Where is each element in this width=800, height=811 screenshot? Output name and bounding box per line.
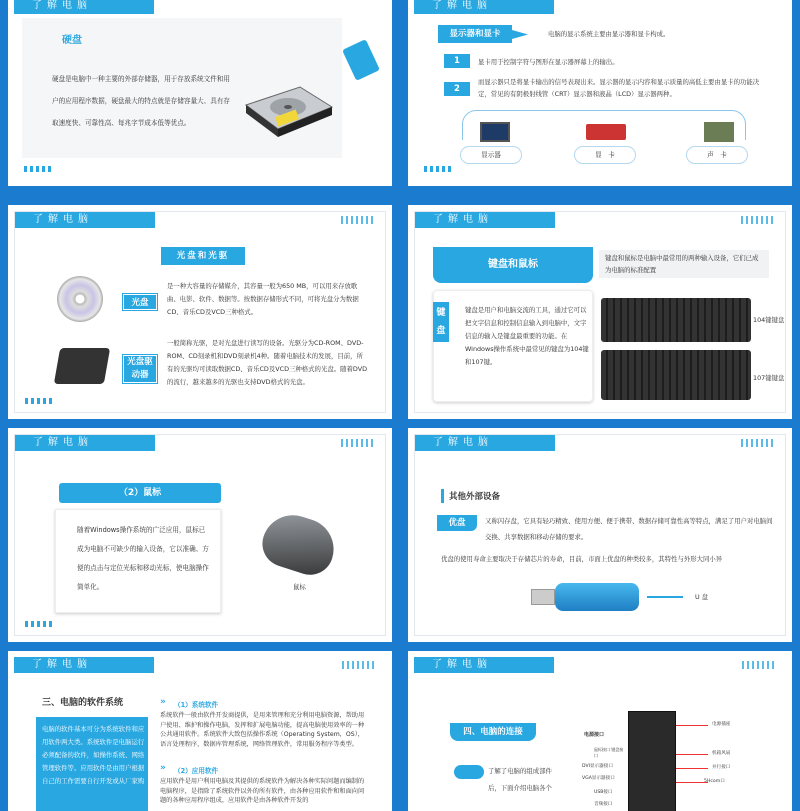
chevron-decoration [25,398,55,404]
slide-header: 了解电脑 [15,435,155,451]
mouse-text: 随着Windows操作系统的广泛应用，鼠标已成为电脑不可缺少的输入设备，它以准确、方便的点击与定位光标和移动光标，使电脑操作简单化。 [77,526,209,591]
udisk-text: 又称闪存盘，它具有轻巧精致、使用方便、便于携带、数据存储可靠性高等特点，满足了用户对电脑间交换、共享数据和移动存储的要求。 [485,517,773,541]
system-software-heading: （1）系统软件 [174,701,219,709]
pc-back-panel-image [628,711,676,811]
slide-header: 了解电脑 [15,212,155,228]
slide-mouse [8,428,392,642]
slide-other-devices [408,428,792,642]
point-1-text: 显卡用于控制字符与图形在显示器屏幕上的输出。 [478,58,619,66]
keyboard-text: 键盘是用户和电脑交流的工具，通过它可以把文字信息和控制信息输入到电脑中，文字信息的输入是键盘最重要的功能。在Windows操作系统中最常见的键盘为104键和107键。 [465,306,589,366]
keyboard-intro: 键盘和鼠标是电脑中最常用的两种输入设备，它们已成为电脑的标准配置 [599,250,769,278]
connector-line [676,754,708,755]
point-2-text: 而显示器只是将显卡输出的信号表现出来。显示器的显示内容和显示质量的高低主要由显卡的功能决定，常见的有阴极射线管（CRT）显示器和液晶（LCD）显示器两种。 [478,78,760,98]
port-label-audio: 音频接口 [594,802,613,807]
keyboard-107-label: 107键键盘 [753,374,785,382]
display-intro: 电脑的显示系统主要由显示器和显卡构成。 [548,30,670,38]
keyboard-107-image [601,350,751,400]
hard-disk-text: 硬盘是电脑中一种主要的外部存储器，用于存放系统文件和用户的应用程序数据，硬盘最大的特点就是存储容量大、具有存取速度快、可靠性高、每兆字节成本低等优点。 [52,75,231,127]
slide-keyboard [408,205,792,419]
slide-header: 了解电脑 [14,657,154,673]
chevron-decoration [424,166,454,172]
connector-line [676,768,708,769]
graphics-card-icon [586,124,626,140]
chevron-decoration [24,166,54,172]
udisk-label: U 盘 [695,593,709,601]
bullet-pill [454,765,484,779]
port-label-com: 5Hcom口 [704,779,725,784]
usb-connector [531,589,555,605]
port-label-fan: 机箱风扇 [712,751,731,756]
slide-header: 了解电脑 [14,0,154,14]
label-monitor: 显示器 [460,146,522,164]
drive-text: 一般简称光驱，是对光盘进行读写的设备。光驱分为CD-ROM、DVD-ROM、CD刻录机和DVD刻录机4种。随着电脑技术的发展，目前，所有的光驱均可读取数据CD、音乐CD及VCD三种格式的光盘。随着DVD的流行，越来越多的光驱也支持DVD格式的光盘。 [167,339,367,386]
arrow-icon [512,30,528,39]
udisk-text-2: 优盘的使用寿命主要取决于存储芯片的寿命，目前，市面上优盘的种类较多，其特性与外形大同小异 [441,555,723,563]
mouse-pill: （2）鼠标 [59,483,221,503]
slide-header: 了解电脑 [414,657,554,673]
application-software-heading: （2）应用软件 [174,767,219,775]
monitor-icon [480,122,510,142]
keyboard-side-tab: 键盘 [433,302,449,342]
keyboard-mouse-pill: 键盘和鼠标 [433,247,593,283]
slide-header: 了解电脑 [415,212,555,228]
tag-icon [342,39,380,81]
usb-drive-image [555,583,639,611]
chevron-icon: » [160,697,166,707]
connector-line [676,725,708,726]
application-software-text: 应用软件是用户利用电脑及其提供的系统软件为解决各种实际问题而编制的电脑程序，是指除了系统软件以外的所有软件，由各种应用软件和和面向问题的各种应用程序组成，应用软件是由各种软件开发的 [160,778,365,804]
optical-title: 光盘和光驱 [161,247,245,265]
title-marker [441,489,444,503]
port-label-parallel: 并行接口 [712,765,731,770]
port-label-dvi: DVI显示器接口 [582,764,613,769]
cd-pill: 光盘 [123,294,157,310]
port-label-mouse-keyboard: 鼠标接口 键盘接口 [594,747,624,758]
number-badge-1: 1 [444,54,470,68]
number-badge-2: 2 [444,82,470,96]
mouse-label: 鼠标 [293,583,306,591]
chevron-decoration [25,621,55,627]
slide-optical [8,205,392,419]
arrow-icon [647,596,683,598]
label-sound-card: 声 卡 [686,146,748,164]
software-title: 三、电脑的软件系统 [42,698,124,708]
slide-display [408,0,792,186]
drive-pill: 光盘驱动器 [123,355,157,383]
port-label-usb: USB接口 [594,790,613,795]
slide-header: 了解电脑 [414,0,554,14]
port-label-power: 电源接口 [584,732,605,738]
stripe-decoration [741,439,775,447]
cd-text: 是一种大容量的存储媒介，其容量一般为650 MB，可以用来存放歌曲、电影、软件、数据等。按数据存储形式不同，可将光盘分为数据CD、音乐CD及VCD三种格式。 [167,282,359,316]
software-left-text: 电脑的软件基本可分为系统软件和应用软件两大类。系统软件是电脑运行必须配备的软件，如操作系统、网络管理软件等。应用软件是由用户根据自己的工作需要自行开发或从厂家购 [42,725,145,785]
slide-software [8,651,392,811]
stripe-decoration [741,216,775,224]
label-graphics-card: 显 卡 [574,146,636,164]
port-label-power-socket: 电源插座 [712,722,731,727]
slide-hard-disk [8,0,392,186]
section-title: 硬盘 [62,35,82,46]
sound-card-icon [704,122,734,142]
stripe-decoration [342,661,376,669]
udisk-pill: 优盘 [437,515,477,531]
slide-connection [408,651,792,811]
stripe-decoration [341,216,375,224]
system-software-text: 系统软件一般由软件开发商提供，是用来管理和充分利用电脑资源，帮助用户使用、维护和操作电脑，发挥和扩展电脑功能，提高电脑使用效率的一种公共通用软件。系统软件大致包括操作系统（Operating System，OS），语言处理程序，数据库管理系统，网络管理软件，常用服务程序等类型。 [160,712,365,748]
hard-disk-image [242,83,334,141]
stripe-decoration [742,661,776,669]
optical-drive-icon [54,348,110,384]
mouse-image [256,507,341,581]
keyboard-104-image [601,298,751,342]
chevron-icon: » [160,763,166,773]
other-devices-title: 其他外部设备 [449,492,501,502]
port-label-vga: VGA显示器接口 [582,776,615,781]
slide-header: 了解电脑 [415,435,555,451]
stripe-decoration [341,439,375,447]
connection-pill: 四、电脑的连接 [450,723,536,741]
display-pill: 显示器和显卡 [438,25,512,43]
keyboard-104-label: 104键键盘 [753,316,785,324]
cd-icon [57,276,103,322]
connection-text: 了解了电脑的组成部件后，下面介绍电脑各个 [488,767,552,792]
